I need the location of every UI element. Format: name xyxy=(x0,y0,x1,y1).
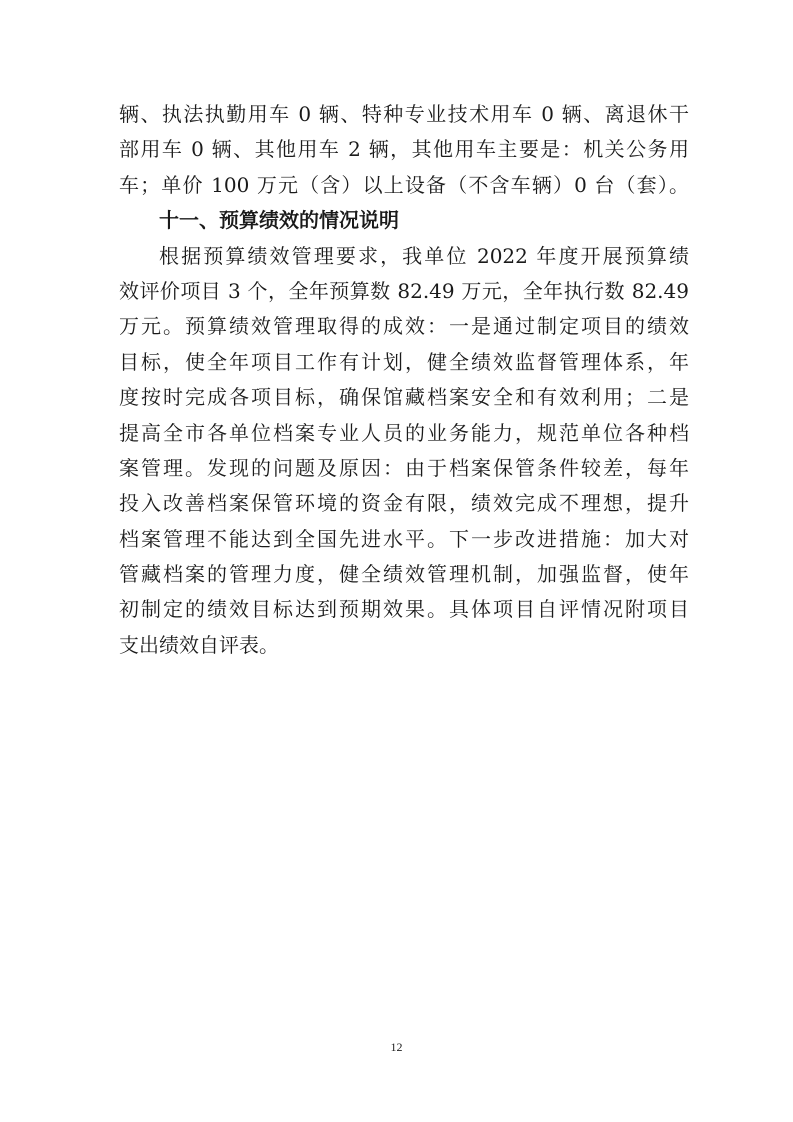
page-number: 12 xyxy=(390,1040,403,1054)
paragraph-line: 万元。预算绩效管理取得的成效：一是通过制定项目的绩效 xyxy=(119,314,689,339)
paragraph-line: 支出绩效自评表。 xyxy=(119,632,279,657)
section-paragraph xyxy=(119,239,689,664)
paragraph-line: 投入改善档案保管环境的资金有限，绩效完成不理想，提升 xyxy=(119,491,689,516)
paragraph-line: 档案管理不能达到全国先进水平。下一步改进措施：加大对 xyxy=(119,526,689,551)
paragraph-line: 辆、执法执勤用车 0 辆、特种专业技术用车 0 辆、离退休干 xyxy=(119,102,689,126)
paragraph-line: 案管理。发现的问题及原因：由于档案保管条件较差，每年 xyxy=(119,455,689,480)
paragraph-line: 部用车 0 辆、其他用车 2 辆，其他用车主要是：机关公务用 xyxy=(119,137,689,162)
continuation-paragraph xyxy=(119,97,689,203)
paragraph-line: 提高全市各单位档案专业人员的业务能力，规范单位各种档 xyxy=(119,420,689,445)
section-heading: 十一、预算绩效的情况说明 xyxy=(159,208,399,233)
page-body xyxy=(119,97,689,663)
paragraph-line: 管藏档案的管理力度，健全绩效管理机制，加强监督，使年 xyxy=(119,562,689,587)
paragraph-line: 根据预算绩效管理要求，我单位 2022 年度开展预算绩 xyxy=(159,243,689,268)
paragraph-line: 度按时完成各项目标，确保馆藏档案安全和有效利用；二是 xyxy=(119,385,689,410)
paragraph-line: 初制定的绩效目标达到预期效果。具体项目自评情况附项目 xyxy=(119,597,689,622)
paragraph-line: 目标，使全年项目工作有计划，健全绩效监督管理体系，年 xyxy=(119,349,689,374)
paragraph-line: 效评价项目 3 个，全年预算数 82.49 万元，全年执行数 82.49 xyxy=(119,278,689,303)
paragraph-line: 车；单价 100 万元（含）以上设备（不含车辆）0 台（套）。 xyxy=(119,172,689,197)
